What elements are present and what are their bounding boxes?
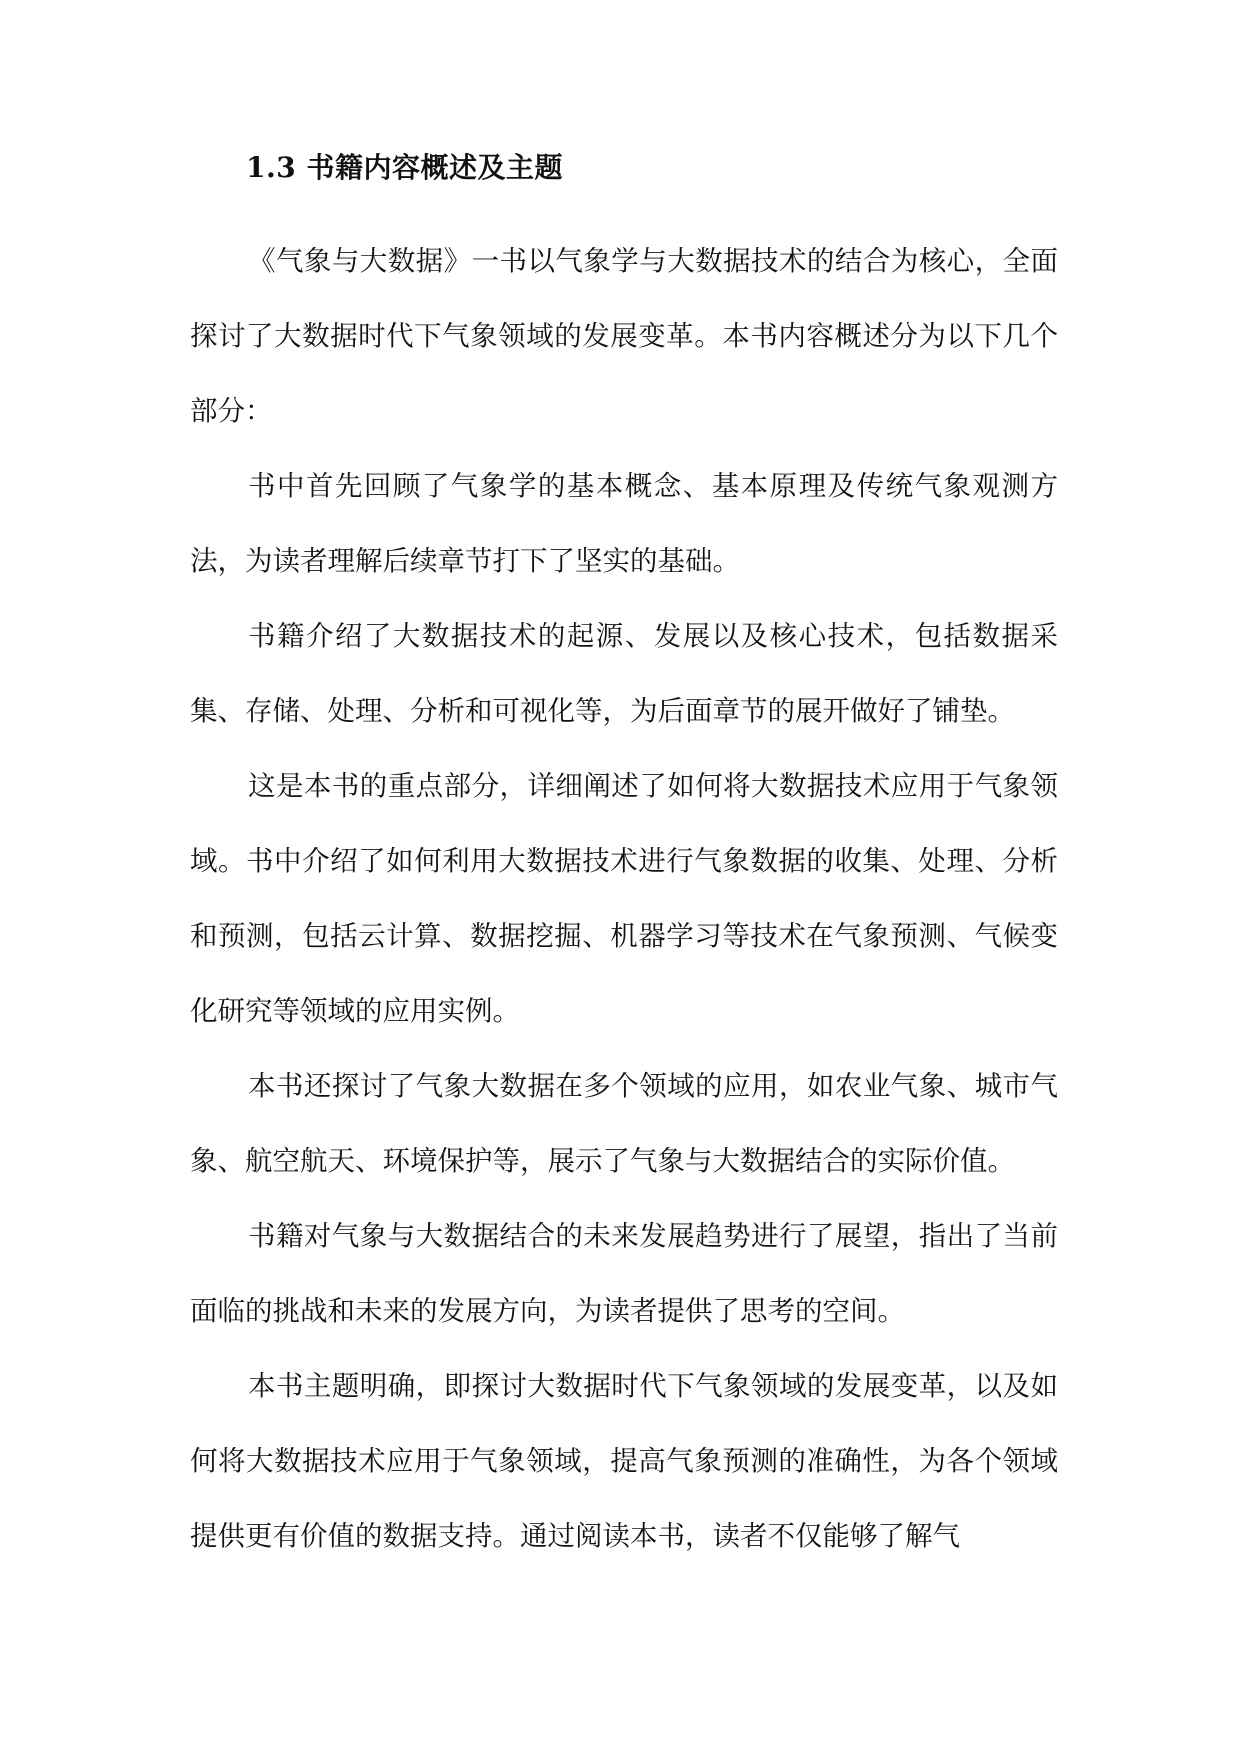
- paragraph-intro: 《气象与大数据》一书以气象学与大数据技术的结合为核心，全面探讨了大数据时代下气象领域的发展变革。本书内容概述分为以下几个部分：: [190, 245, 1058, 427]
- paragraph-domain-applications: 本书还探讨了气象大数据在多个领域的应用，如农业气象、城市气象、航空航天、环境保护等，展示了气象与大数据结合的实际价值。: [190, 1070, 1058, 1177]
- paragraph-theme: 本书主题明确，即探讨大数据时代下气象领域的发展变革，以及如何将大数据技术应用于气象领域，提高气象预测的准确性，为各个领域提供更有价值的数据支持。通过阅读本书，读者不仅能够了解气: [190, 1370, 1058, 1552]
- paragraph-meteorology-basics: 书中首先回顾了气象学的基本概念、基本原理及传统气象观测方法，为读者理解后续章节打下了坚实的基础。: [190, 470, 1058, 577]
- paragraph-future-outlook: 书籍对气象与大数据结合的未来发展趋势进行了展望，指出了当前面临的挑战和未来的发展方向，为读者提供了思考的空间。: [190, 1220, 1058, 1327]
- body-text: [190, 224, 1058, 1574]
- paragraph-big-data-tech: 书籍介绍了大数据技术的起源、发展以及核心技术，包括数据采集、存储、处理、分析和可视化等，为后面章节的展开做好了铺垫。: [190, 620, 1058, 727]
- paragraph-key-application: 这是本书的重点部分，详细阐述了如何将大数据技术应用于气象领域。书中介绍了如何利用大数据技术进行气象数据的收集、处理、分析和预测，包括云计算、数据挖掘、机器学习等技术在气象预测、气候变化研究等领域的应用实例。: [190, 770, 1058, 1027]
- section-heading: 1.3 书籍内容概述及主题: [246, 151, 563, 184]
